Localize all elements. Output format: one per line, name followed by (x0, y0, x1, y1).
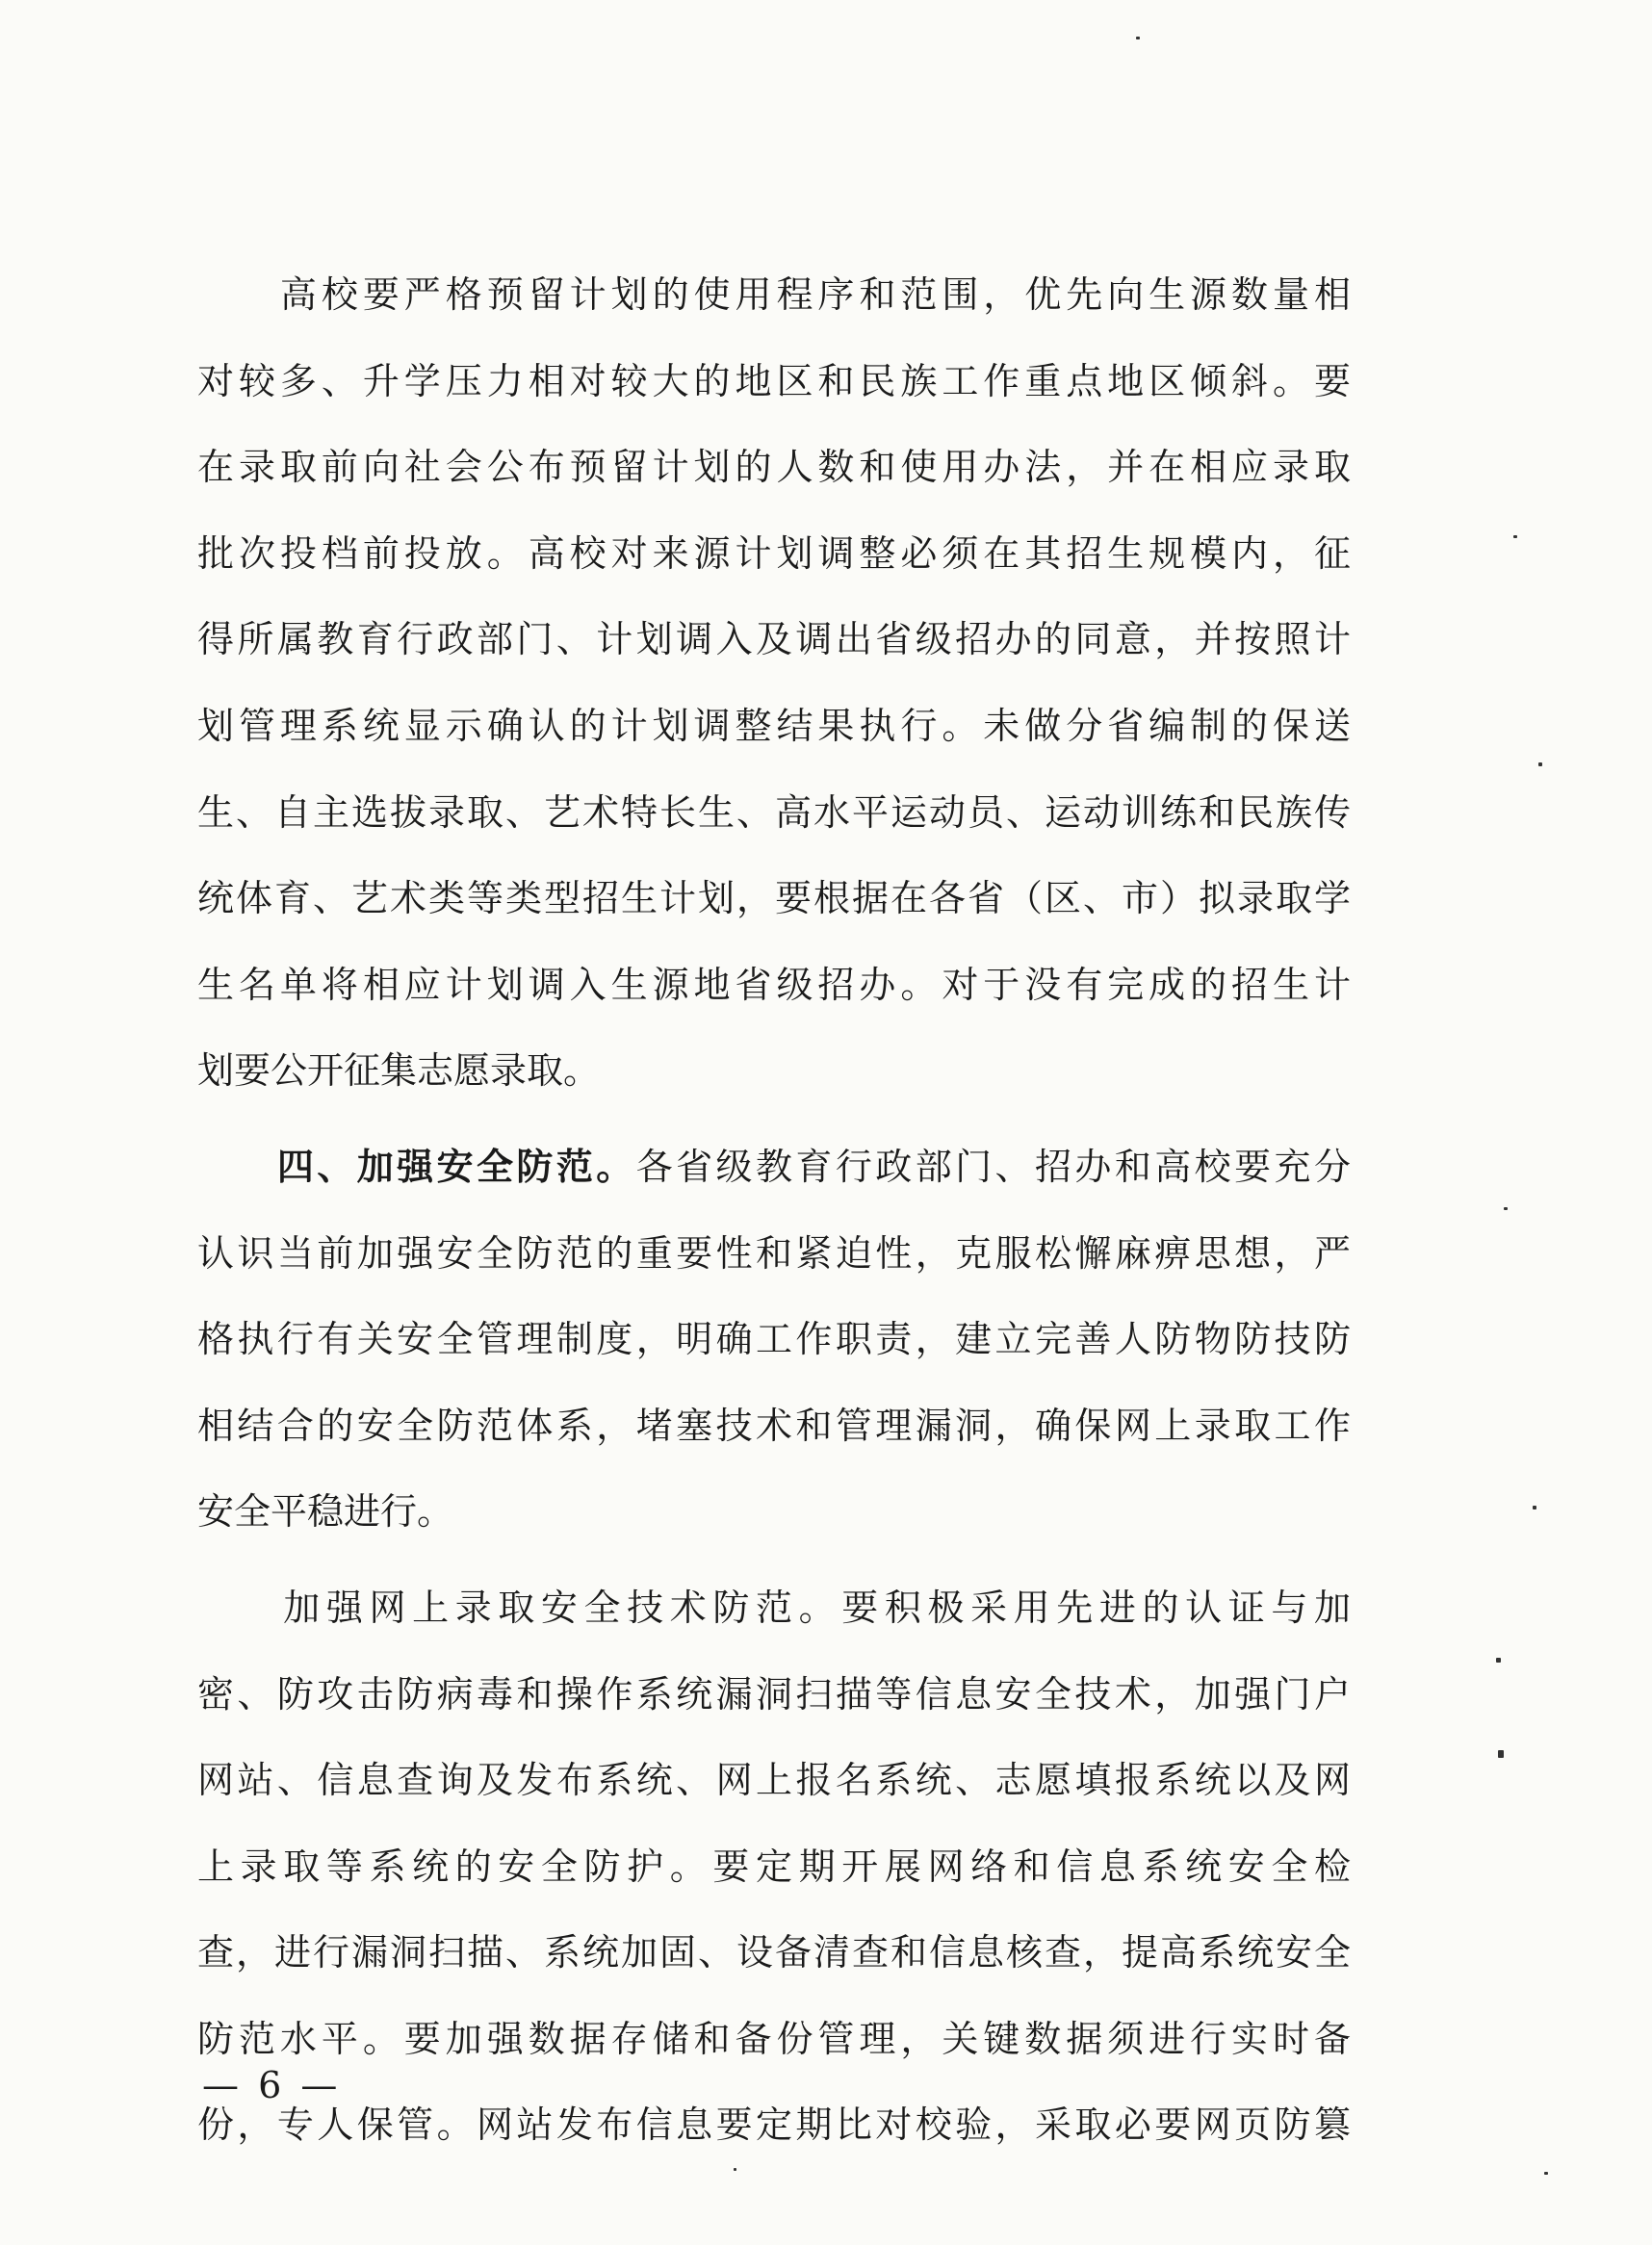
text-line: 密、防攻击防病毒和操作系统漏洞扫描等信息安全技术，加强门户 (197, 1672, 1351, 1716)
text-line: 格执行有关安全管理制度，明确工作职责，建立完善人防物防技防 (197, 1318, 1351, 1361)
text-line: 划管理系统显示确认的计划调整结果执行。未做分省编制的保送 (197, 704, 1351, 747)
scan-speck (1504, 1207, 1508, 1210)
section-heading: 四、加强安全防范。 (276, 1145, 636, 1188)
text-line: 加强网上录取安全技术防范。要积极采用先进的认证与加 (197, 1586, 1351, 1629)
scan-speck (1538, 762, 1542, 766)
text-line: 安全平稳进行。 (197, 1490, 454, 1534)
text-line: 查，进行漏洞扫描、系统加固、设备清查和信息核查，提高系统安全 (197, 1931, 1351, 1974)
scan-speck (1498, 1750, 1504, 1758)
scan-speck (734, 2168, 736, 2171)
section-heading-rest: 各省级教育行政部门、招办和高校要充分 (635, 1145, 1351, 1188)
scan-speck (1513, 535, 1517, 538)
text-line: 生、自主选拔录取、艺术特长生、高水平运动员、运动训练和民族传 (197, 790, 1351, 834)
section-heading-line (197, 1124, 1351, 1211)
text-line: 认识当前加强安全防范的重要性和紧迫性，克服松懈麻痹思想，严 (197, 1231, 1351, 1275)
text-line: 统体育、艺术类等类型招生计划，要根据在各省（区、市）拟录取学 (197, 877, 1351, 920)
text-line: 相结合的安全防范体系，堵塞技术和管理漏洞，确保网上录取工作 (197, 1404, 1351, 1447)
scan-speck (1136, 37, 1140, 39)
text-line: 网站、信息查询及发布系统、网上报名系统、志愿填报系统以及网 (197, 1759, 1351, 1802)
scan-speck (1544, 2172, 1548, 2175)
text-line: 份，专人保管。网站发布信息要定期比对校验，采取必要网页防篡 (197, 2103, 1351, 2147)
body-text (197, 252, 1351, 2169)
page-number: — 6 — (202, 2064, 342, 2106)
text-line: 对较多、升学压力相对较大的地区和民族工作重点地区倾斜。要 (197, 359, 1351, 402)
text-line: 在录取前向社会公布预留计划的人数和使用办法，并在相应录取 (197, 446, 1351, 489)
scan-speck (1533, 1506, 1536, 1510)
text-line: 防范水平。要加强数据存储和备份管理，关键数据须进行实时备 (197, 2017, 1351, 2060)
text-line: 生名单将相应计划调入生源地省级招办。对于没有完成的招生计 (197, 963, 1351, 1006)
text-line: 上录取等系统的安全防护。要定期开展网络和信息系统安全检 (197, 1845, 1351, 1888)
text-line: 划要公开征集志愿录取。 (197, 1049, 601, 1093)
text-line: 高校要严格预留计划的使用程序和范围，优先向生源数量相 (197, 273, 1351, 316)
scan-speck (1496, 1658, 1501, 1663)
text-line: 批次投档前投放。高校对来源计划调整必须在其招生规模内，征 (197, 531, 1351, 575)
text-line: 得所属教育行政部门、计划调入及调出省级招办的同意，并按照计 (197, 618, 1351, 661)
